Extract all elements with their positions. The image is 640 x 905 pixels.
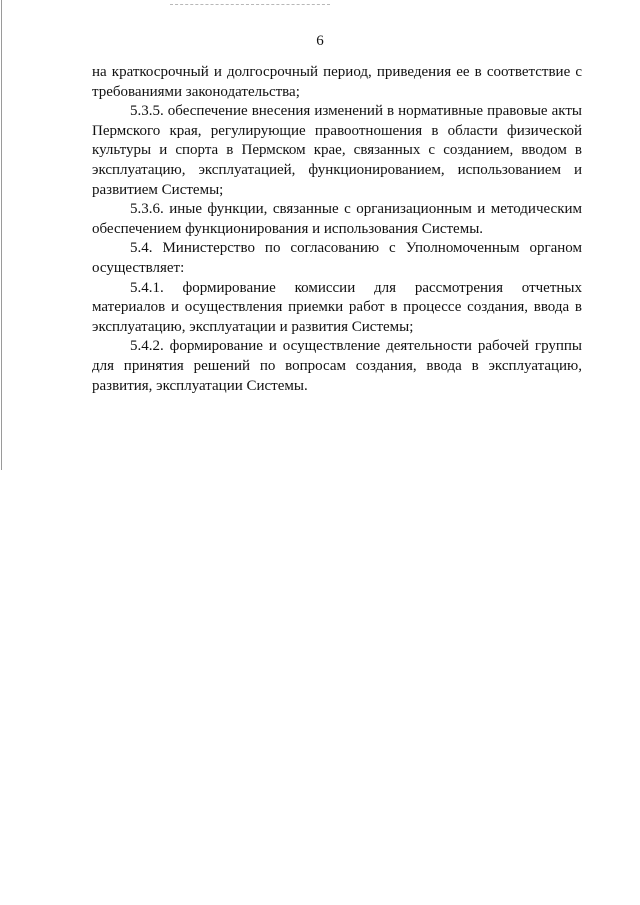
paragraph-continuation: на краткосрочный и долгосрочный период, приведения ее в соответствие с требованиями законодательства; — [92, 64, 582, 100]
scan-artifact-left-edge — [1, 0, 2, 470]
paragraph-5-3-6: 5.3.6. иные функции, связанные с организационным и методическим обеспечением функционирования и использования Системы. — [92, 201, 582, 237]
document-body — [92, 63, 582, 396]
paragraph-5-4: 5.4. Министерство по согласованию с Уполномоченным органом осуществляет: — [92, 240, 582, 276]
paragraph-5-4-2: 5.4.2. формирование и осуществление деятельности рабочей группы для принятия решений по вопросам создания, ввода в эксплуатацию, развития, эксплуатации Системы. — [92, 338, 582, 394]
paragraph-5-4-1: 5.4.1. формирование комиссии для рассмотрения отчетных материалов и осуществления приемки работ в процессе создания, ввода в эксплуатацию, эксплуатации и развития Системы; — [92, 279, 582, 335]
scan-artifact-top — [170, 4, 330, 5]
page-number: 6 — [316, 33, 324, 49]
paragraph-5-3-5: 5.3.5. обеспечение внесения изменений в нормативные правовые акты Пермского края, регулирующие правоотношения в области физической культуры и спорта в Пермском крае, связанных с созданием, вводом в эксплуатацию, эксплуатацией, функционированием, использованием и развитием Системы; — [92, 103, 582, 198]
